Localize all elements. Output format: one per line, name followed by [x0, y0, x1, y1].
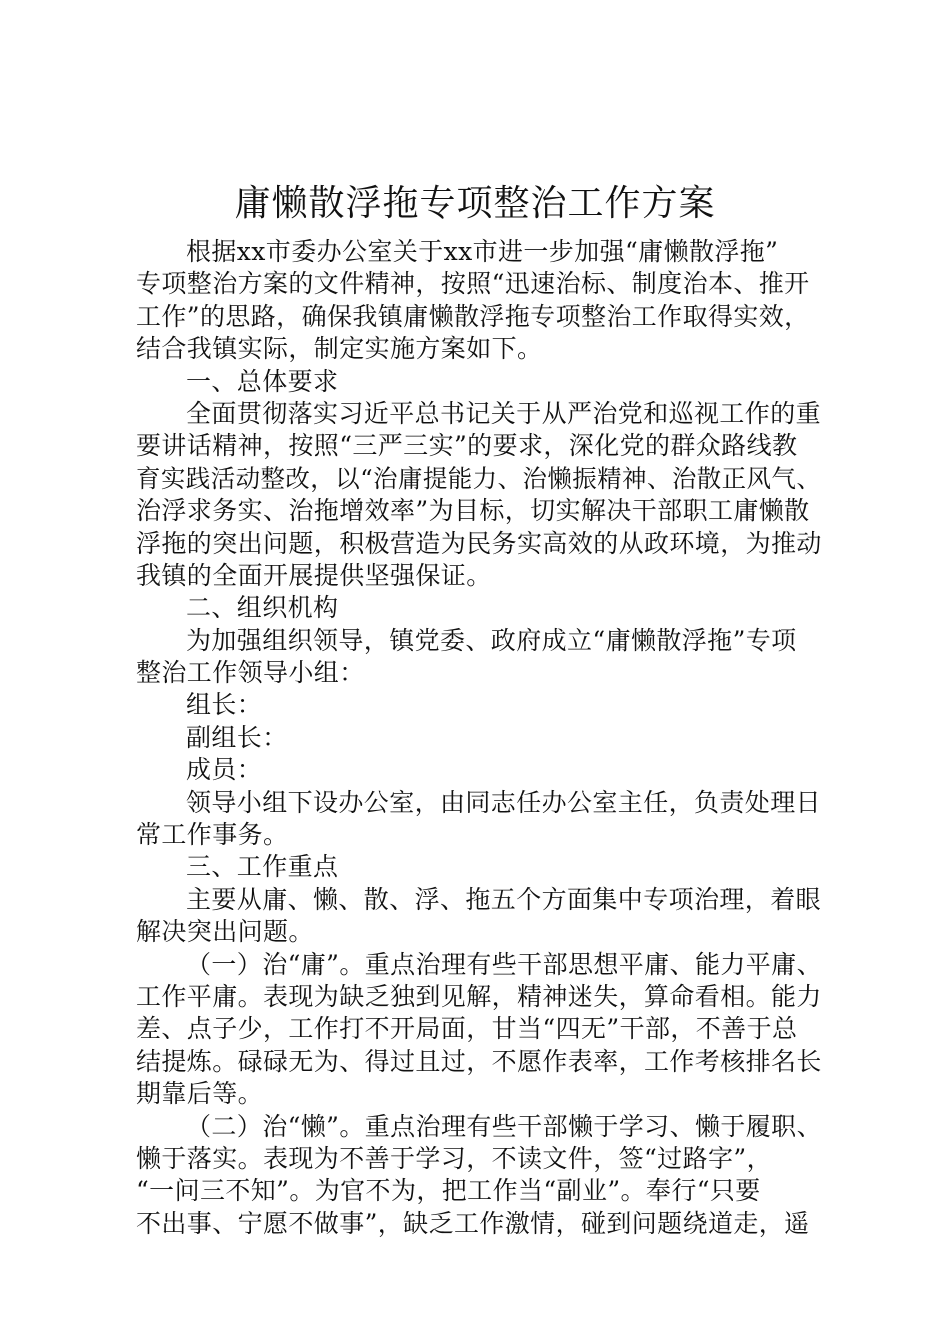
body-line: 期靠后等。 — [136, 1079, 264, 1109]
body-line: 治浮求务实、治拖增效率”为目标，切实解决干部职工庸懒散 — [136, 496, 810, 526]
body-line: 工作平庸。表现为缺乏独到见解，精神迷失，算命看相。能力 — [136, 981, 822, 1011]
body-line: 根据xx市委办公室关于xx市进一步加强“庸懒散浮拖” — [186, 237, 779, 266]
document-title: 庸懒散浮拖专项整治工作方案 — [234, 183, 716, 224]
body-line: 一、总体要求 — [186, 366, 339, 396]
body-line: 我镇的全面开展提供坚强保证。 — [136, 560, 492, 590]
body-line: 为加强组织领导，镇党委、政府成立“庸懒散浮拖”专项 — [186, 625, 797, 655]
body-line: 成员： — [186, 755, 263, 785]
body-line: 二、组织机构 — [186, 593, 339, 623]
body-line: 组长： — [186, 690, 263, 720]
body-line: 解决突出问题。 — [136, 917, 314, 947]
body-line: 工作”的思路，确保我镇庸懒散浮拖专项整治工作取得实效， — [136, 301, 810, 331]
body-line: 不出事、宁愿不做事”，缺乏工作激情，碰到问题绕道走，遥 — [136, 1208, 810, 1238]
body-line: 主要从庸、懒、散、浮、拖五个方面集中专项治理，着眼 — [186, 884, 822, 914]
body-line: （一）治“庸”。重点治理有些干部思想平庸、能力平庸、 — [186, 949, 822, 979]
body-line: 三、工作重点 — [186, 852, 339, 882]
body-line: 专项整治方案的文件精神，按照“迅速治标、制度治本、推开 — [136, 269, 810, 299]
body-line: “一问三不知”。为官不为，把工作当“副业”。奉行“只要 — [136, 1176, 761, 1206]
body-line: 懒于落实。表现为不善于学习，不读文件，签“过路字”， — [136, 1143, 772, 1173]
body-line: 要讲话精神，按照“三严三实”的要求，深化党的群众路线教 — [136, 431, 798, 461]
body-line: 领导小组下设办公室，由同志任办公室主任，负责处理日 — [186, 787, 822, 817]
body-line: 副组长： — [186, 722, 288, 752]
body-line: （二）治“懒”。重点治理有些干部懒于学习、懒于履职、 — [186, 1111, 822, 1141]
body-line: 结合我镇实际，制定实施方案如下。 — [136, 334, 543, 364]
body-line: 整治工作领导小组： — [136, 658, 365, 688]
body-line: 常工作事务。 — [136, 820, 289, 850]
body-line: 结提炼。碌碌无为、得过且过，不愿作表率，工作考核排名长 — [136, 1046, 822, 1076]
body-line: 差、点子少，工作打不开局面，甘当“四无”干部，不善于总 — [136, 1014, 798, 1044]
document-body — [136, 236, 826, 1240]
body-line: 全面贯彻落实习近平总书记关于从严治党和巡视工作的重 — [186, 398, 822, 428]
body-line: 育实践活动整改，以“治庸提能力、治懒振精神、治散正风气、 — [136, 463, 822, 493]
body-line: 浮拖的突出问题，积极营造为民务实高效的从政环境，为推动 — [136, 528, 822, 558]
